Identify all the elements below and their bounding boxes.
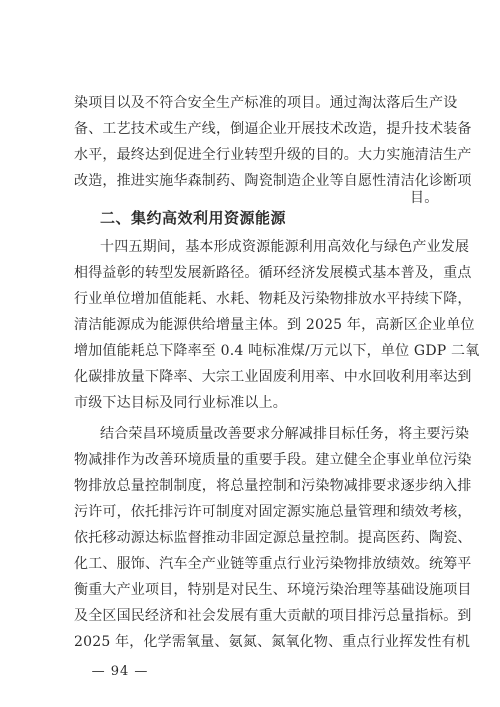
body-text-line: 2025 年，化学需氧量、氨氮、氮氧化物、重点行业挥发性有机 <box>74 634 471 650</box>
body-text-line: 化工、服饰、汽车全产业链等重点行业污染物排放绩效。统筹平 <box>74 556 472 572</box>
section-heading: 二、集约高效利用资源能源 <box>100 209 287 227</box>
body-text-line: 行业单位增加值能耗、水耗、物耗及污染物排放水平持续下降， <box>74 291 472 307</box>
page-number: — 94 — <box>91 664 149 679</box>
body-text-line: 目。 <box>410 190 439 206</box>
body-text-line: 物排放总量控制制度，将总量控制和污染物减排要求逐步纳入排 <box>74 478 472 494</box>
body-text-line: 改造，推进实施华森制药、陶瓷制造企业等自愿性清洁化诊断项 <box>74 173 472 189</box>
body-text-line: 衡重大产业项目，特别是对民生、环境污染治理等基础设施项目 <box>74 582 472 598</box>
body-text-line: 结合荣昌环境质量改善要求分解减排目标任务，将主要污染 <box>100 426 470 442</box>
body-text-line: 及全区国民经济和社会发展有重大贡献的项目排污总量指标。到 <box>74 608 472 624</box>
body-text-line: 相得益彰的转型发展新路径。循环经济发展模式基本普及，重点 <box>74 265 472 281</box>
body-text-line: 染项目以及不符合安全生产标准的项目。通过淘汰落后生产设 <box>74 95 458 111</box>
body-text-line: 物减排作为改善环境质量的重要手段。建立健全企事业单位污染 <box>74 452 472 468</box>
body-text-line: 市级下达目标及同行业标准以上。 <box>74 395 287 411</box>
body-text-line: 水平，最终达到促进全行业转型升级的目的。大力实施清洁生产 <box>74 147 472 163</box>
body-text-line: 化碳排放量下降率、大宗工业固废利用率、中水回收利用率达到 <box>74 369 472 385</box>
body-text-line: 增加值能耗总下降率至 0.4 吨标准煤/万元以下，单位 GDP 二氧 <box>74 343 480 359</box>
body-text-line: 清洁能源成为能源供给增量主体。到 2025 年，高新区企业单位 <box>74 317 475 333</box>
body-text-line: 依托移动源达标监督推动非固定源总量控制。提高医药、陶瓷、 <box>74 530 472 546</box>
body-text-line: 备、工艺技术或生产线，倒逼企业开展技术改造，提升技术装备 <box>74 121 472 137</box>
body-text-line: 污许可，依托排污许可制度对固定源实施总量管理和绩效考核， <box>74 504 472 520</box>
body-text-line: 十四五期间，基本形成资源能源利用高效化与绿色产业发展 <box>100 239 470 255</box>
